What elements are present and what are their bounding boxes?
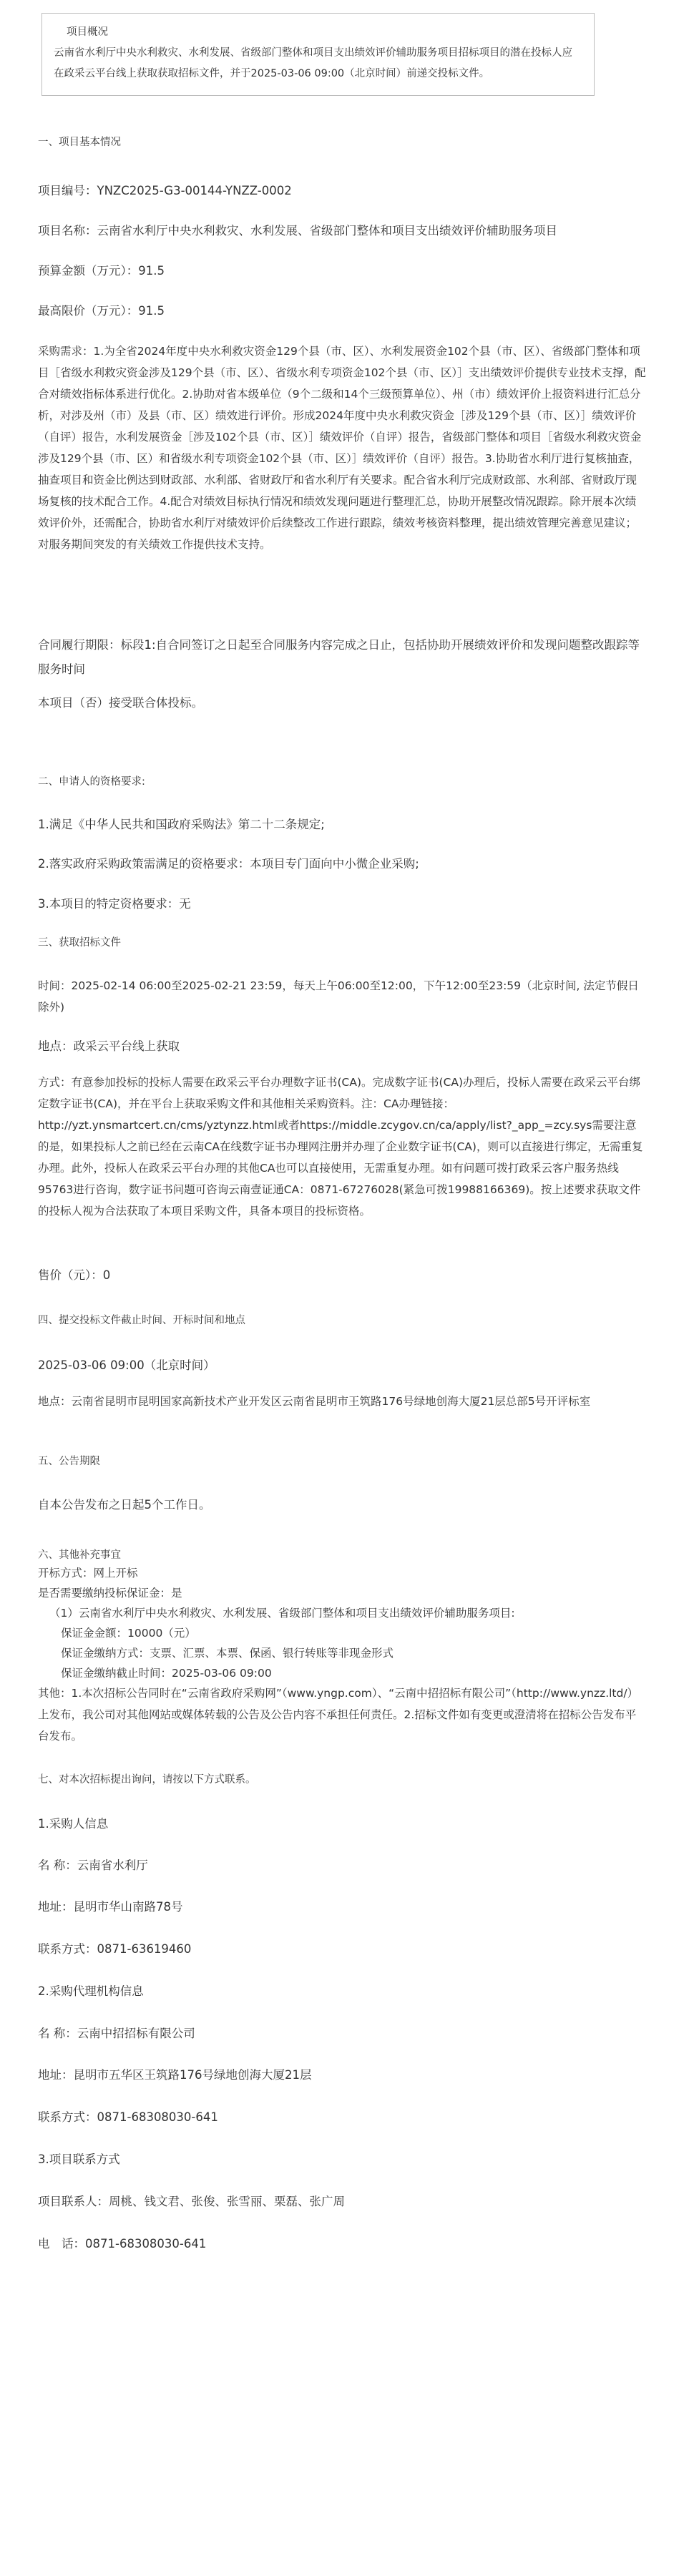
agency-title: 2.采购代理机构信息 — [38, 1984, 144, 1998]
document-price: 售价（元）：0 — [38, 1268, 111, 1282]
qualification-3: 3.本项目的特定资格要求：无 — [38, 897, 191, 911]
section-6-heading: 六、其他补充事宜 — [38, 1549, 121, 1561]
purchaser-name: 名 称：云南省水利厅 — [38, 1858, 148, 1872]
project-contact-people: 项目联系人：周桃、钱文君、张俊、张雪丽、栗磊、张广周 — [38, 2195, 345, 2208]
deposit-required: 是否需要缴纳投标保证金：是 — [38, 1587, 182, 1600]
deposit-project: （1）云南省水利厅中央水利救灾、水利发展、省级部门整体和项目支出绩效评价辅助服务项目: — [49, 1607, 515, 1620]
consortium-note: 本项目（否）接受联合体投标。 — [38, 696, 203, 710]
purchaser-address: 地址：昆明市华山南路78号 — [38, 1900, 183, 1914]
max-price: 最高限价（万元）：91.5 — [38, 304, 165, 318]
obtain-place: 地点：政采云平台线上获取 — [38, 1039, 180, 1053]
section-7-heading: 七、对本次招标提出询问，请按以下方式联系。 — [38, 1774, 256, 1786]
section-4-heading: 四、提交投标文件截止时间、开标时间和地点 — [38, 1315, 245, 1326]
obtain-time: 时间：2025-02-14 06:00至2025-02-21 23:59，每天上午06:00至12:00，下午12:00至23:59（北京时间, 法定节假日除外) — [38, 979, 639, 1014]
announcement-period: 自本公告发布之日起5个工作日。 — [38, 1498, 211, 1512]
project-number: 项目编号：YNZC2025-G3-00144-YNZZ-0002 — [38, 184, 292, 197]
deposit-method: 保证金缴纳方式：支票、汇票、本票、保函、银行转账等非现金形式 — [61, 1647, 394, 1660]
deadline-time: 2025-03-06 09:00（北京时间） — [38, 1358, 215, 1372]
agency-name: 名 称：云南中招招标有限公司 — [38, 2027, 195, 2040]
qualification-1: 1.满足《中华人民共和国政府采购法》第二十二条规定; — [38, 818, 325, 831]
project-name: 项目名称：云南省水利厅中央水利救灾、水利发展、省级部门整体和项目支出绩效评价辅助服务项目 — [38, 224, 557, 237]
section-2-heading: 二、申请人的资格要求: — [38, 776, 145, 788]
overview-text: 云南省水利厅中央水利救灾、水利发展、省级部门整体和项目支出绩效评价辅助服务项目招标项目的潜在投标人应在政采云平台线上获取获取招标文件，并于2025-03-06 09:00（北京时间）前递交投标文件。 — [54, 47, 572, 79]
purchaser-contact: 联系方式：0871-63619460 — [38, 1942, 192, 1956]
opening-method: 开标方式：网上开标 — [38, 1567, 138, 1580]
section-3-heading: 三、获取招标文件 — [38, 937, 121, 949]
agency-contact: 联系方式：0871-68308030-641 — [38, 2110, 218, 2124]
deposit-deadline: 保证金缴纳截止时间：2025-03-06 09:00 — [61, 1667, 272, 1680]
project-contact-title: 3.项目联系方式 — [38, 2153, 120, 2166]
other-notes: 其他：1.本次招标公告同时在“云南省政府采购网”（www.yngp.com）、“云南中招招标有限公司”（http://www.ynzz.ltd/）上发布，我公司对其他网站或媒体转载的公告及公告内容不承担任何责任。2.招标文件如有变更或澄清将在招标公告发布平台发布。 — [38, 1687, 639, 1743]
budget-amount: 预算金额（万元）：91.5 — [38, 264, 165, 278]
purchaser-title: 1.采购人信息 — [38, 1817, 109, 1831]
section-5-heading: 五、公告期限 — [38, 1456, 100, 1467]
deposit-amount: 保证金金额：10000（元） — [61, 1627, 196, 1640]
project-overview-box — [41, 13, 595, 96]
qualification-2: 2.落实政府采购政策需满足的资格要求：本项目专门面向中小微企业采购; — [38, 857, 419, 871]
obtain-method: 方式：有意参加投标的投标人需要在政采云平台办理数字证书(CA)。完成数字证书(CA)办理后，投标人需要在政采云平台绑定数字证书(CA)，并在平台上获取采购文件和其他相关采购资料。注：CA办理链接：http://yzt.ynsmartcert.cn/cms/yztynzz.html或者https://middle.zcygov.cn/ca/apply/list?_app_=zcy.sys需要注意的是，如果投标人之前已经在云南CA在线数字证书办理网注册并办理了企业数字证书(CA)，则可以直接进行绑定，无需重复办理。此外，投标人在政采云平台办理的其他CA也可以直接使用，无需重复办理。如有问题可拨打政采云客户服务热线95763进行咨询，数字证书问题可咨询云南壹证通CA：0871-67276028(紧急可拨19988166369)。按上述要求获取文件的投标人视为合法获取了本项目采购文件，具备本项目的投标资格。 — [38, 1076, 643, 1218]
contract-period: 合同履行期限：标段1:自合同签订之日起至合同服务内容完成之日止，包括协助开展绩效评价和发现问题整改跟踪等服务时间 — [38, 638, 640, 676]
section-1-heading: 一、项目基本情况 — [38, 137, 121, 148]
overview-title: 项目概况 — [67, 26, 108, 38]
project-phone: 电 话：0871-68308030-641 — [38, 2237, 207, 2251]
procurement-requirement: 采购需求：1.为全省2024年度中央水利救灾资金129个县（市、区）、水利发展资金102个县（市、区）、省级部门整体和项目［省级水利救灾资金涉及129个县（市、区）、省级水利专项资金102个县（市、区）］支出绩效评价提供专业技术支撑，配合对绩效指标体系进行优化。2.协助对省本级单位（9个二级和14个三级预算单位）、州（市）绩效评价上报资料进行汇总分析，对涉及州（市）及县（市、区）绩效进行评价。形成2024年度中央水利救灾资金［涉及129个县（市、区）］绩效评价（自评）报告，水利发展资金［涉及102个县（市、区）］绩效评价（自评）报告，省级部门整体和项目［省级水利救灾资金涉及129个县（市、区）和省级水利专项资金102个县（市、区）］绩效评价（自评）报告。3.协助省水利厅进行复核抽查，抽查项目和资金比例达到财政部、水利部、省财政厅和省水利厅有关要求。配合省水利厅完成财政部、水利部、省财政厅现场复核的技术配合工作。4.配合对绩效目标执行情况和绩效发现问题进行整理汇总，协助开展整改情况跟踪。除开展本次绩效评价外，还需配合，协助省水利厅对绩效评价后续整改工作进行跟踪，绩效考核资料整理，提出绩效管理完善意见建议；对服务期间突发的有关绩效工作提供技术支持。 — [38, 345, 646, 551]
bid-opening-place: 地点：云南省昆明市昆明国家高新技术产业开发区云南省昆明市王筑路176号绿地创海大厦21层总部5号开评标室 — [38, 1395, 591, 1408]
agency-address: 地址：昆明市五华区王筑路176号绿地创海大厦21层 — [38, 2068, 312, 2082]
